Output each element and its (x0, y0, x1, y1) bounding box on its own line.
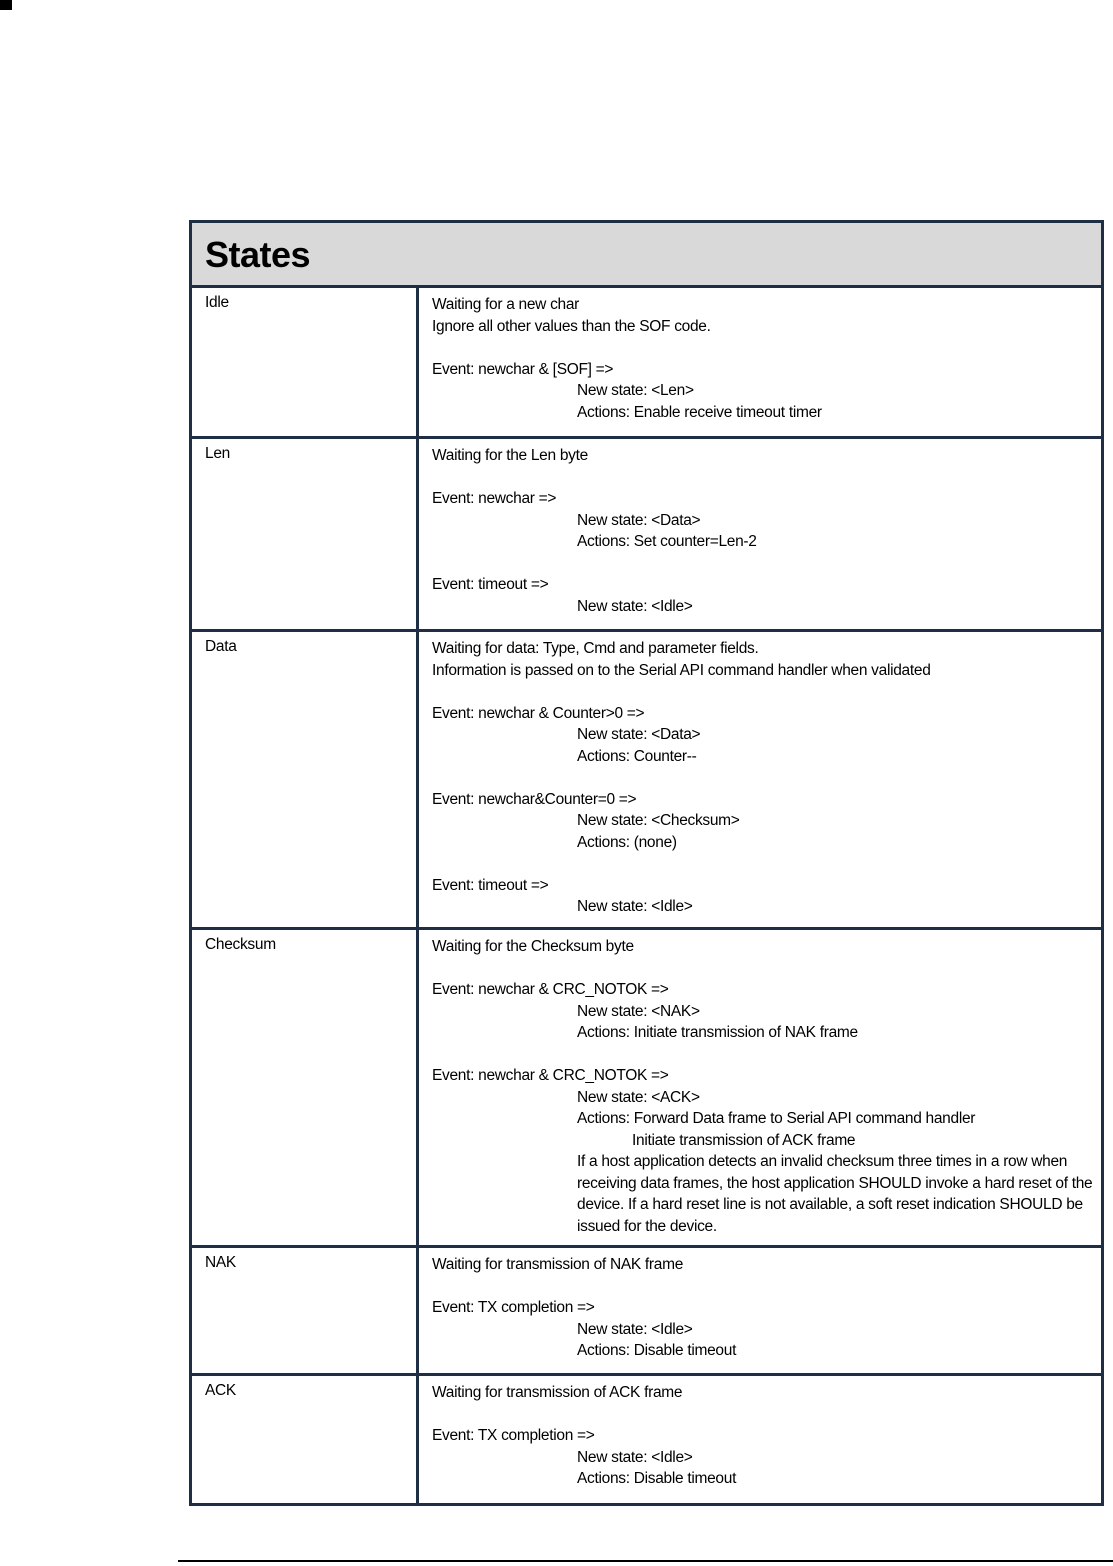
state-description-cell (418, 1375, 1103, 1505)
intro-line: Waiting for the Checksum byte (432, 938, 634, 955)
actions-line: Actions: Forward Data frame to Serial API command handler (577, 1110, 976, 1127)
actions-line: Actions: Set counter=Len-2 (577, 533, 757, 550)
reset-note: If a host application detects an invalid checksum three times in a row when receiving data frames, the host application SHOULD invoke a hard reset of the device. If a hard reset line is not available, a soft reset indication SHOULD be issued for the device. (577, 1153, 1093, 1235)
new-state-line: New state: <Idle> (577, 1320, 693, 1338)
state-name: Checksum (205, 936, 276, 953)
state-name: Idle (205, 294, 229, 311)
new-state-line: New state: <Len> (577, 382, 694, 399)
new-state-line: New state: <ACK> (577, 1088, 700, 1106)
states-table (189, 220, 1104, 1506)
event-line: Event: timeout => (432, 876, 549, 894)
actions-line: Actions: Disable timeout (577, 1470, 737, 1487)
state-description-cell (418, 631, 1103, 929)
state-description-cell (418, 438, 1103, 631)
new-state-line: New state: <NAK> (577, 1002, 700, 1020)
page-title: States (205, 234, 311, 275)
state-description-cell (418, 1247, 1103, 1375)
actions-line: Actions: Disable timeout (577, 1342, 737, 1359)
event-line: Event: newchar => (432, 490, 557, 507)
state-name-cell (191, 1375, 418, 1505)
state-name: Len (205, 445, 230, 462)
actions-line: Actions: Enable receive timeout timer (577, 403, 822, 421)
actions-line: Actions: Initiate transmission of NAK frame (577, 1024, 858, 1041)
state-name: ACK (205, 1382, 236, 1399)
actions-line: Actions: (none) (577, 833, 677, 851)
state-row-len (191, 438, 1103, 631)
event-line: Event: TX completion => (432, 1299, 595, 1316)
state-description-cell (418, 929, 1103, 1247)
actions-line: Actions: Counter-- (577, 747, 697, 765)
new-state-line: New state: <Data> (577, 726, 701, 743)
table-header (191, 222, 1103, 287)
state-row-checksum (191, 929, 1103, 1247)
event-line: Event: newchar&Counter=0 => (432, 790, 637, 808)
new-state-line: New state: <Idle> (577, 1448, 693, 1466)
state-row-idle (191, 287, 1103, 438)
state-name: Data (205, 638, 237, 655)
event-line: Event: TX completion => (432, 1427, 595, 1444)
table-header-row (191, 222, 1103, 287)
intro-line: Waiting for transmission of NAK frame (432, 1256, 684, 1273)
state-row-ack (191, 1375, 1103, 1505)
footer-rule (178, 1560, 1113, 1562)
page-corner-mark (0, 0, 12, 10)
intro-line: Waiting for the Len byte (432, 447, 588, 464)
new-state-line: New state: <Idle> (577, 597, 693, 615)
state-row-nak (191, 1247, 1103, 1375)
event-line: Event: newchar & Counter>0 => (432, 704, 645, 722)
state-name: NAK (205, 1254, 236, 1271)
intro-line: Waiting for data: Type, Cmd and parameter fields. (432, 640, 759, 657)
intro-line: Waiting for transmission of ACK frame (432, 1384, 683, 1401)
new-state-line: New state: <Idle> (577, 898, 693, 915)
state-name-cell (191, 631, 418, 929)
state-name-cell (191, 1247, 418, 1375)
event-line: Event: newchar & CRC_NOTOK => (432, 1067, 669, 1084)
event-line: Event: newchar & [SOF] => (432, 360, 614, 378)
state-name-cell (191, 287, 418, 438)
intro-line: Waiting for a new char (432, 296, 580, 313)
event-line: Event: newchar & CRC_NOTOK => (432, 981, 669, 998)
new-state-line: New state: <Data> (577, 511, 701, 529)
state-row-data (191, 631, 1103, 929)
intro-line: Information is passed on to the Serial API command handler when validated (432, 661, 931, 679)
intro-line: Ignore all other values than the SOF code. (432, 317, 711, 335)
state-name-cell (191, 438, 418, 631)
state-name-cell (191, 929, 418, 1247)
state-description-cell (418, 287, 1103, 438)
event-line: Event: timeout => (432, 576, 549, 593)
actions-continuation-line: Initiate transmission of ACK frame (632, 1131, 856, 1149)
new-state-line: New state: <Checksum> (577, 812, 740, 829)
